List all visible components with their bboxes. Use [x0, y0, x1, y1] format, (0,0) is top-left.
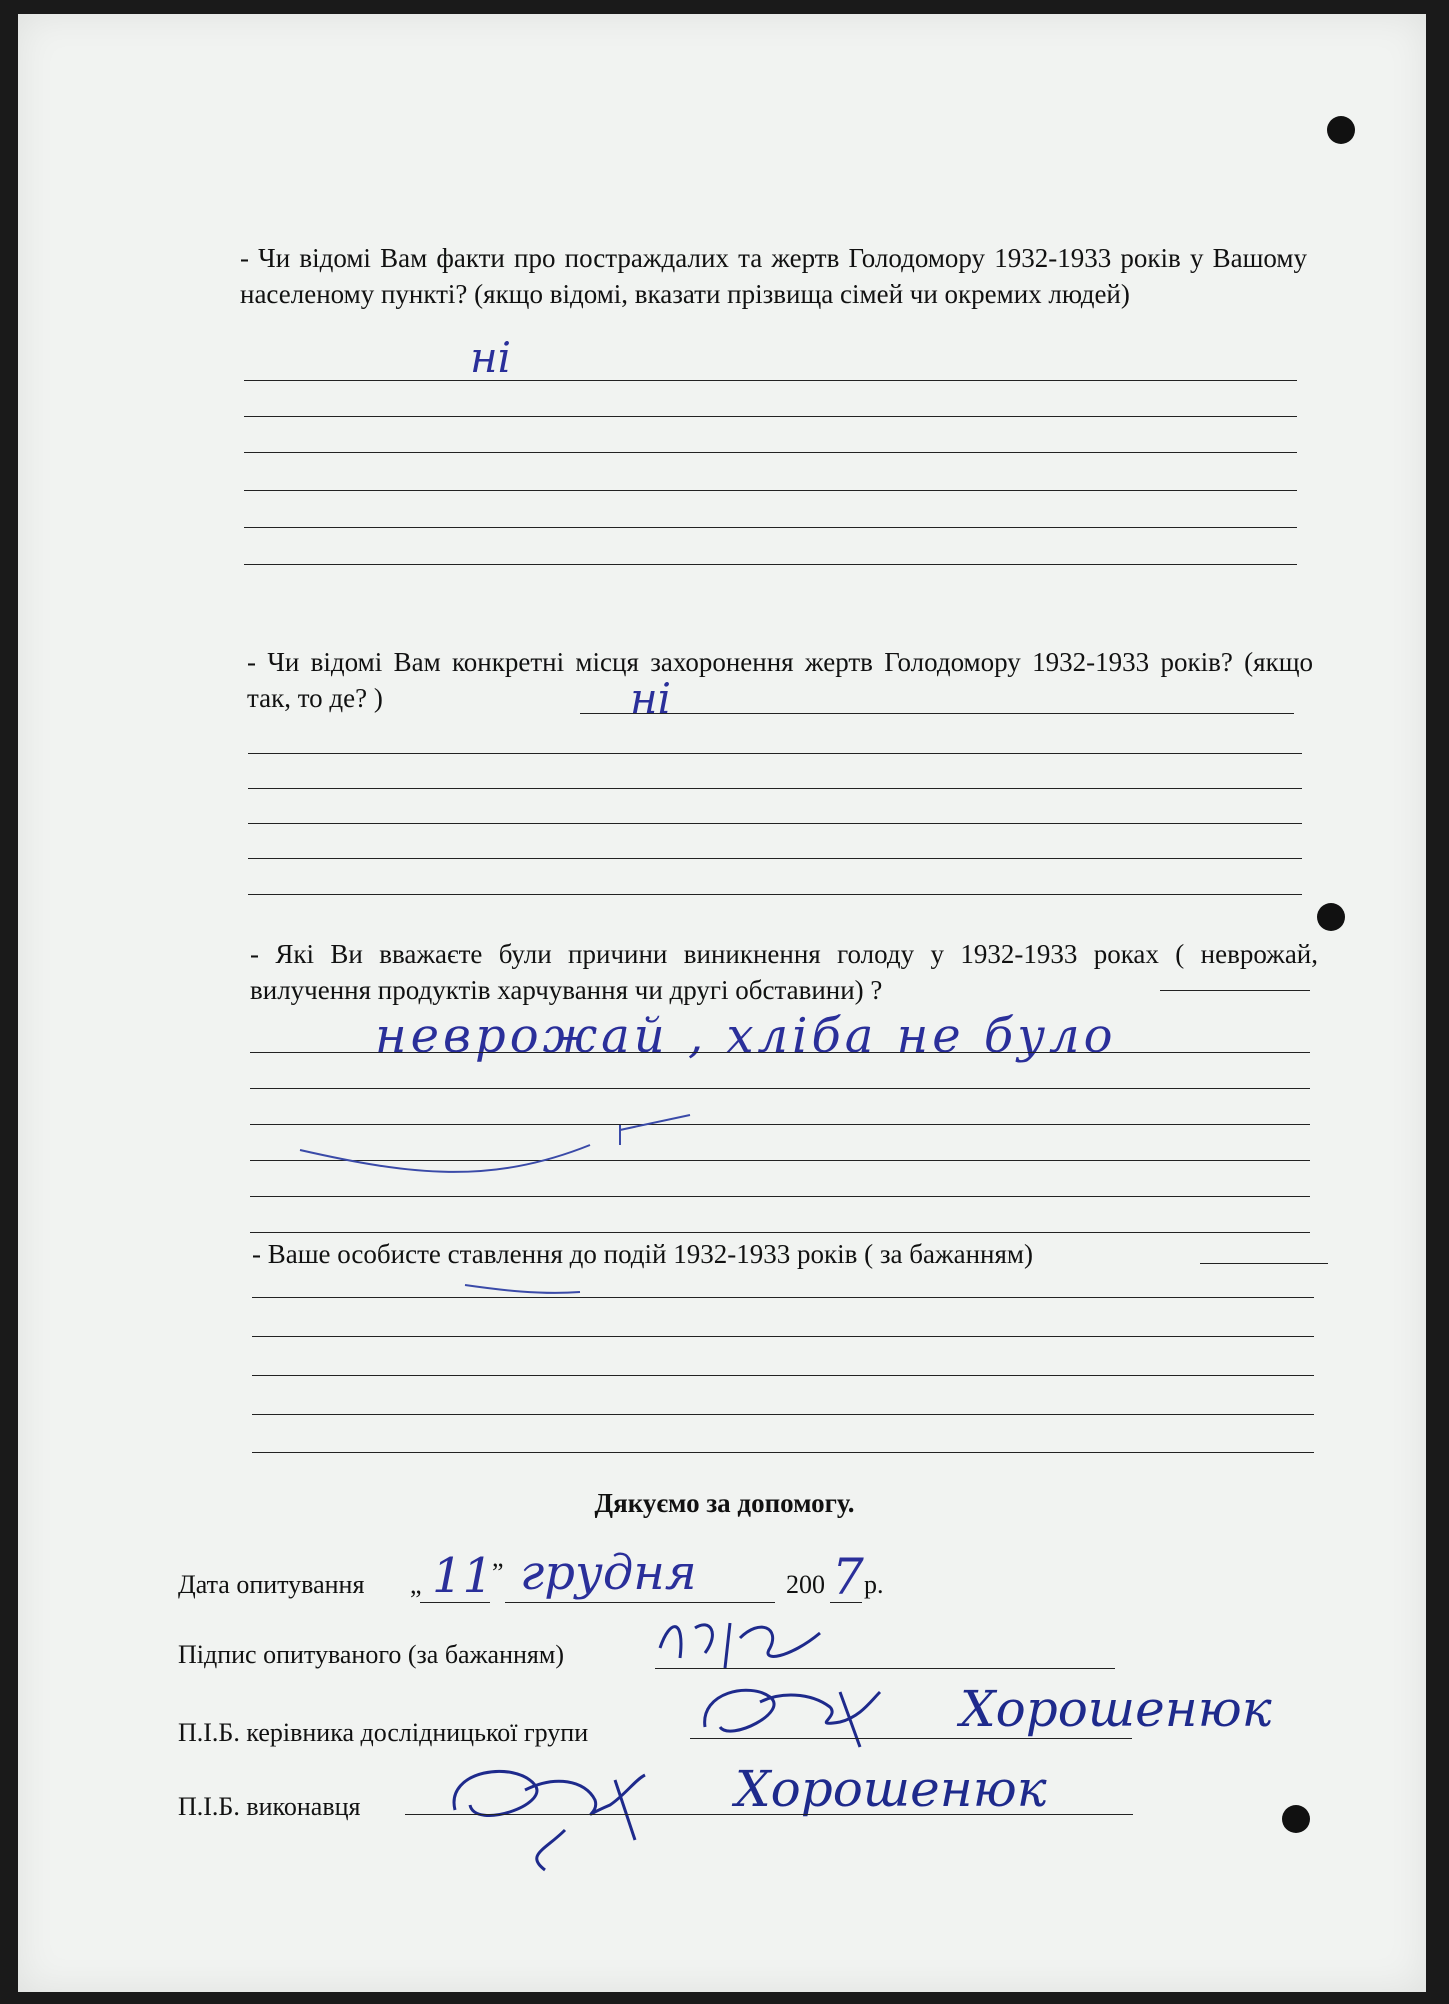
executor-line	[405, 1814, 1133, 1815]
answer-line	[252, 1375, 1314, 1376]
answer-line	[250, 1196, 1310, 1197]
answer-line	[244, 452, 1297, 453]
executor-signature	[435, 1750, 665, 1880]
answer-line	[250, 1052, 1310, 1053]
date-open-quote: „	[410, 1570, 422, 1599]
pen-stroke-mark	[290, 1105, 720, 1185]
date-close-quote: ”	[492, 1558, 504, 1587]
answer-1-handwritten: ні	[470, 333, 512, 382]
answer-line	[250, 1232, 1310, 1233]
answer-line	[244, 527, 1297, 528]
leader-label: П.І.Б. керівника дослідницької групи	[178, 1718, 589, 1747]
respondent-signature-line	[655, 1668, 1115, 1669]
answer-3-handwritten: неврожай , хліба не було	[375, 1008, 1117, 1064]
answer-line	[248, 788, 1302, 789]
answer-2-handwritten: ні	[630, 674, 672, 723]
date-month-handwritten: грудня	[520, 1545, 697, 1601]
year-suffix: р.	[864, 1570, 884, 1599]
answer-line	[244, 380, 1297, 381]
answer-line	[244, 416, 1297, 417]
executor-name-handwritten: Хорошенюк	[735, 1760, 1047, 1818]
pen-stroke-mark	[460, 1270, 590, 1300]
leader-name-handwritten: Хорошенюк	[960, 1680, 1272, 1738]
answer-line	[252, 1452, 1314, 1453]
answer-line	[248, 823, 1302, 824]
respondent-signature-label: Підпис опитуваного (за бажанням)	[178, 1640, 564, 1669]
question-3-text: - Які Ви вважаєте були причини виникнення голоду у 1932-1933 роках ( неврожай, вилучення продуктів харчування чи другі обставини) ?	[250, 939, 1318, 1005]
date-label: Дата опитування	[178, 1570, 365, 1599]
punch-hole-middle	[1317, 903, 1345, 931]
leader-line	[690, 1738, 1132, 1739]
executor-label: П.І.Б. виконавця	[178, 1792, 361, 1821]
leader-signature	[690, 1672, 900, 1762]
answer-line	[248, 753, 1302, 754]
question-1-text: - Чи відомі Вам факти про постраждалих та жертв Голодомору 1932-1933 років у Вашому населеному пункті? (якщо відомі, вказати прізвища сімей чи окремих людей)	[240, 243, 1307, 309]
year-digit-handwritten: 7	[832, 1548, 864, 1606]
answer-line	[580, 713, 1294, 714]
answer-line	[1160, 990, 1310, 991]
answer-line	[250, 1088, 1310, 1089]
answer-line	[244, 564, 1297, 565]
year-prefix: 200	[786, 1570, 825, 1599]
answer-line	[252, 1414, 1314, 1415]
date-month-line	[505, 1602, 775, 1603]
answer-line	[1200, 1263, 1328, 1264]
answer-line	[248, 858, 1302, 859]
thanks-heading: Дякуємо за допомогу.	[594, 1488, 855, 1518]
date-day-line	[420, 1602, 490, 1603]
date-year-line	[830, 1602, 862, 1603]
punch-hole-bottom	[1282, 1805, 1310, 1833]
punch-hole-top	[1327, 116, 1355, 144]
question-4-text: - Ваше особисте ставлення до подій 1932-1933 років ( за бажанням)	[252, 1239, 1033, 1269]
question-2-text: - Чи відомі Вам конкретні місця захоронення жертв Голодомору 1932-1933 років? (якщо так, то де? )	[247, 647, 1313, 713]
date-day-handwritten: 11	[432, 1548, 494, 1604]
answer-line	[244, 490, 1297, 491]
answer-line	[252, 1336, 1314, 1337]
answer-line	[252, 1297, 1314, 1298]
answer-line	[248, 894, 1302, 895]
